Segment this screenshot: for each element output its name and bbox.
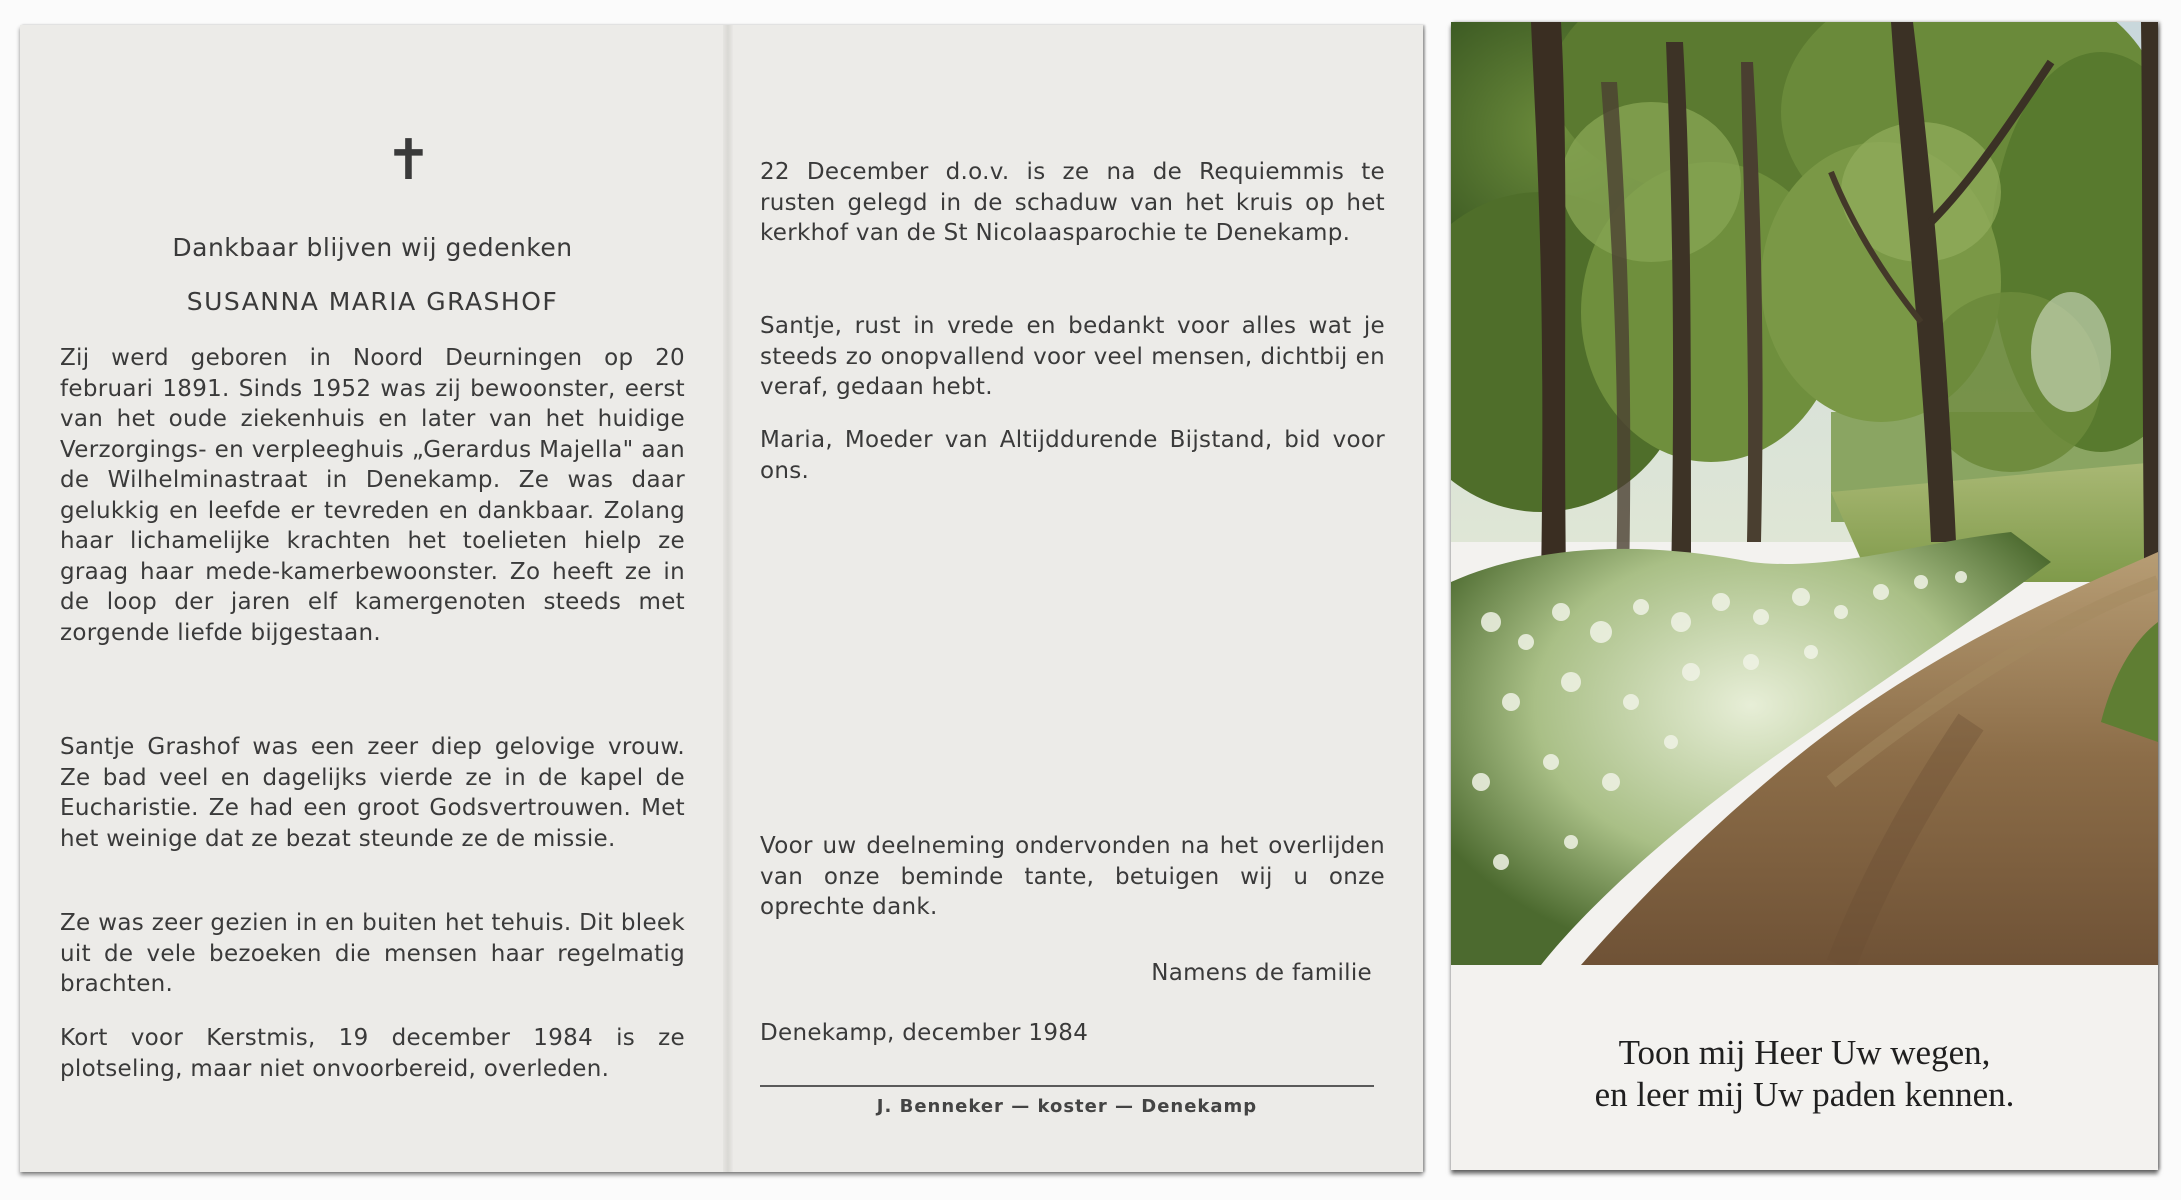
left-panel (60, 25, 685, 1172)
faith-paragraph: Santje Grashof was een zeer diep gelovige vrouw. Ze bad veel en dagelijks vierde ze in de kapel de Eucharistie. Ze had een groot Godsvertrouwen. Met het weinige dat ze bezat steunde ze de missie. (60, 734, 685, 852)
prayer-paragraph: Maria, Moeder van Altijddurende Bijstand, bid voor ons. (760, 427, 1385, 484)
cross-icon: ✝ (385, 128, 432, 193)
card-fold-crease (723, 25, 733, 1172)
burial-paragraph: 22 December d.o.v. is ze na de Requiemmis te rusten gelegd in de schaduw van het kruis op het kerkhof van de St Nicolaasparochie te Denekamp. (760, 159, 1385, 246)
intro-line: Dankbaar blijven wij gedenken (172, 233, 573, 262)
visitors-paragraph: Ze was zeer gezien in en buiten het tehuis. Dit bleek uit de vele bezoeken die mensen haar regelmatig brachten. (60, 910, 685, 997)
death-paragraph: Kort voor Kerstmis, 19 december 1984 is ze plotseling, maar niet onvoorbereid, overleden. (60, 1025, 685, 1082)
caption-line-2: en leer mij Uw paden kennen. (1594, 1075, 2015, 1114)
scripture-caption (1451, 1032, 2158, 1116)
printer-credit: J. Benneker — koster — Denekamp (876, 1096, 1258, 1117)
family-signoff: Namens de familie (1151, 960, 1372, 986)
farewell-paragraph: Santje, rust in vrede en bedankt voor alles wat je steeds zo onopvallend voor veel mensen, dichtbij en veraf, gedaan hebt. (760, 313, 1385, 400)
forest-path-photo (1451, 22, 2158, 965)
folded-memorial-card (20, 25, 1423, 1172)
biography-paragraph: Zij werd geboren in Noord Deurningen op 20 februari 1891. Sinds 1952 was zij bewoonster, eerst van het oude ziekenhuis en later van het huidige Verzorgings- en verpleeghuis „Gerardus Majella" aan de Wilhelminastraat in Denekamp. Ze was daar gelukkig en leefde er tevreden en dankbaar. Zolang haar lichamelijke krachten het toelieten hielp ze graag haar mede-kamerbewoonster. Zo heeft ze in de loop der jaren elf kamergenoten steeds met zorgende liefde bijgestaan. (60, 345, 685, 646)
thanks-paragraph: Voor uw deelneming ondervonden na het overlijden van onze beminde tante, betuigen wij u onze oprechte dank. (760, 833, 1385, 920)
deceased-name: SUSANNA MARIA GRASHOF (186, 287, 559, 316)
middle-panel (760, 25, 1385, 1172)
caption-line-1: Toon mij Heer Uw wegen, (1618, 1033, 1991, 1072)
photo-card (1451, 22, 2158, 1170)
divider-line (760, 1085, 1374, 1087)
place-and-date: Denekamp, december 1984 (760, 1020, 1089, 1046)
